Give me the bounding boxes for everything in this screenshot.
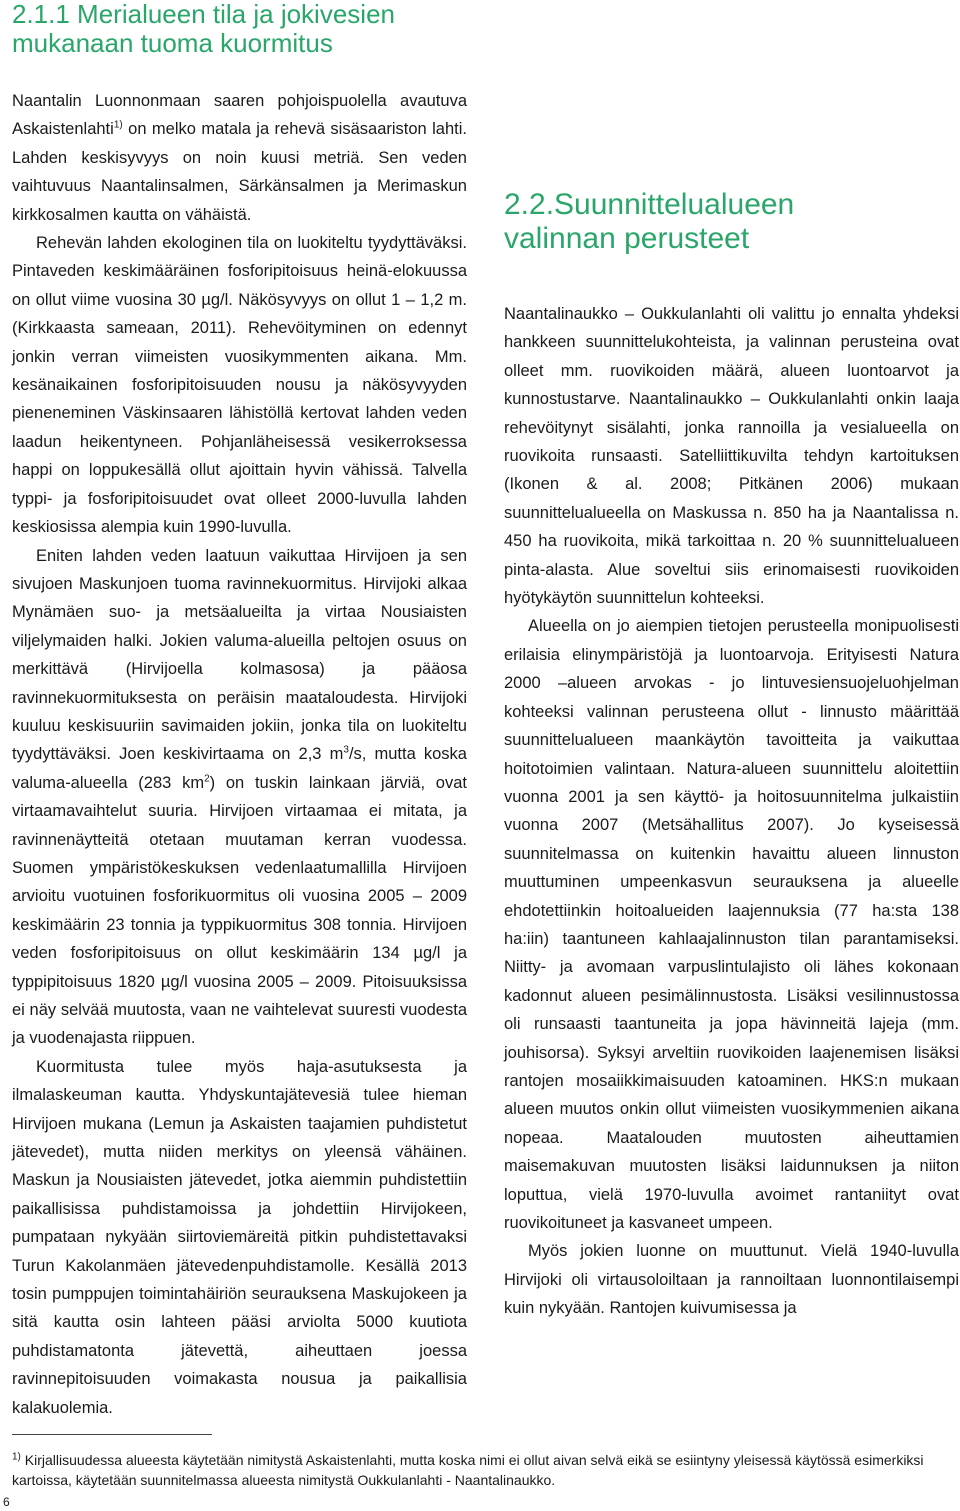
footnote-marker: 1)	[12, 1451, 21, 1463]
paragraph: Myös jokien luonne on muuttunut. Vielä 1940-luvulla Hirvijoki oli virtausoloiltaan ja rannoiltaan luonnontilaisempi kuin nykyään. Rantojen kuivumisessa ja	[504, 1242, 959, 1318]
footnote-ref: 1)	[113, 119, 123, 131]
footnote: $^{1)}$ Kirjallisuudessa alueesta käytetään nimitystä Askaistenlahti, mutta koska nimi ei ollut aivan selvä eikä se esiintyny yleisessä käytössä esimerkiksi kartoissa, käytetään suunnitelmassa alueesta nimitystä Oukkulanlahti - Naantalinaukko.	[12, 1451, 924, 1488]
section-heading-2-1-1: 2.1.1 Merialueen tila ja jokivesien mukanaan tuoma kuormitus	[12, 0, 395, 58]
left-column	[12, 0, 467, 1422]
footnote-divider	[12, 1434, 212, 1435]
paragraph: Eniten lahden veden laatuun vaikuttaa Hirvijoen ja sen sivujoen Maskunjoen tuoma ravinnekuormitus. Hirvijoki alkaa Mynämäen suo- ja metsäalueilta ja virtaa Nousiaisten viljelymaiden halki. Jokien valuma-alueilla peltojen osuus on merkittävä (Hirvijoella kolmasosa) ja pääosa ravinnekuormituksesta on peräisin maataloudesta. Hirvijoki kuuluu keskisuuriin savimaiden jokiin, jonka tila on luokiteltu tyydyttäväksi. Joen keskivirtaama on 2,3 $m^3/s$, mutta koska valuma-alueella (283 $km^2$) on tuskin lainkaan järviä, ovat virtaamavaihtelut suuria. Hirvijoen virtaamaa ei mitata, ja ravinnenäytteitä otetaan muutaman kerran vuodessa. Suomen ympäristökeskuksen vedenlaatumallilla Hirvijoen arvioitu vuotuinen fosforikuormitus oli vuosina 2005 – 2009 keskimäärin 23 tonnia ja typpikuormitus 308 tonnia. Hirvijoen veden fosforipitoisuus on ollut keskimäärin 134 µg/l ja typpipitoisuus 1820 µg/l vuosina 2005 – 2009. Pitoisuuksissa ei näy selvää muutosta, vaan ne vaihtelevat suuresti vuodesta ja vuodenajasta riippuen.	[12, 546, 467, 1048]
section-heading-2-2: 2.2.Suunnittelualueen valinnan perusteet	[504, 188, 795, 255]
paragraph: Naantalinaukko – Oukkulanlahti oli valittu jo ennalta yhdeksi hankkeen suunnittelukohteista, ja valinnan perusteina ovat olleet mm. ruovikoiden määrä, alueen luontoarvot ja kunnostustarve. Naantalinaukko – Oukkulanlahti onkin laaja rehevöitynyt sisälahti, jonka rannoilla ja vesialueella on ruovikoita runsaasti. Satelliittikuvilta tehdyn kartoituksen (Ikonen & al. 2008; Pitkänen 2006) mukaan suunnittelualueella on Maskussa n. 850 ha ja Naantalissa n. 450 ha ruovikoita, mikä tarkoittaa n. 20 % suunnittelualueen pinta-alasta. Alue soveltui siis erinomaisesti ruovikoiden hyötykäytön suunnittelun kohteeksi.	[504, 305, 959, 608]
paragraph: Naantalin Luonnonmaan saaren pohjoispuolella avautuva Askaistenlahti$^{1)}$ on melko matala ja rehevä sisäsaariston lahti. Lahden keskisyvyys on noin kuusi metriä. Sen veden vaihtuvuus Naantalinsalmen, Särkänsalmen ja Merimaskun kirkkosalmen kautta on vähäistä.	[12, 92, 467, 224]
right-column	[504, 130, 959, 1323]
page-number: 6	[3, 1495, 10, 1509]
paragraph: Kuormitusta tulee myös haja-asutuksesta ja ilmalaskeuman kautta. Yhdyskuntajätevesiä tulee hieman Hirvijoen mukana (Lemun ja Askaisten taajamien puhdistetut jätevedet), mutta niiden merkitys on yleensä vähäinen. Maskun ja Nousiaisten jätevedet, jotka aiemmin puhdistettiin paikallisissa puhdistamoissa ja johdettiin Hirvijokeen, pumpataan nykyään siirtoviemäreitä pitkin puhdistettavaksi Turun Kakolanmäen jätevedenpuhdistamolle. Kesällä 2013 tosin pumppujen toimintahäiriön seurauksena Maskujokeen ja sitä kautta osin lahteen pääsi arviolta 5000 kuutiota puhdistamatonta jätevettä, aiheuttaen joessa ravinnepitoisuuden voimakasta nousua ja paikallisia kalakuolemia.	[12, 1057, 467, 1417]
paragraph: Alueella on jo aiempien tietojen perusteella monipuolisesti erilaisia elinympäristöjä ja luontoarvoja. Erityisesti Natura 2000 –alueen arvokas - jo lintuvesiensuojeluohjelman kohteeksi valinnan perusteena ollut - linnusto määrittää suunnittelualueen maankäytön tavoitteita ja vaikuttaa hoitotoimien valintaan. Natura-alueen suunnittelu aloitettiin vuonna 2001 ja sen käyttö- ja hoitosuunnitelma julkaistiin vuonna 2007 (Metsähallitus 2007). Jo kyseisessä suunnitelmassa on kuitenkin havaittu alueen linnuston muuttuminen umpeenkasvun seurauksena ja alueelle ehdotettiinkin hoitoalueiden laajennuksia (77 ha:sta 138 ha:iin) taantuneen kahlaajalinnuston tilan parantamiseksi. Niitty- ja avomaan varpuslintulajisto oli lähes kokonaan kadonnut alueen pesimälinnustosta. Lisäksi vesilinnustossa oli runsaasti taantuneita ja jopa hävinneitä lajeja (mm. jouhisorsa). Syksyi arveltiin ruovikoiden laajenemisen lisäksi rantojen mosaiikkimaisuuden katoaminen. HKS:n mukaan alueen muutos onkin ollut viimeisten vuosikymmenien aikana nopeaa. Maatalouden muutosten aiheuttamien maisemakuvan muutosten lisäksi laidunnuksen ja niiton loputtua, vielä 1970-luvulla avoimet rantaniityt ovat ruovikoituneet ja kasvaneet umpeen.	[504, 617, 959, 1232]
paragraph: Rehevän lahden ekologinen tila on luokiteltu tyydyttäväksi. Pintaveden keskimääräinen fosforipitoisuus heinä-elokuussa on ollut viime vuosina 30 µg/l. Näkösyvyys on ollut 1 – 1,2 m. (Kirkkaasta sameaan, 2011). Rehevöityminen on edennyt jonkin verran viimeisten vuosikymmenten aikana. Mm. kesänaikainen fosforipitoisuuden nousu ja näkösyvyyden pieneneminen Väskinsaaren lähistöllä kertovat lahden veden laadun heikentyneen. Pohjanläheisessä vesikerroksessa happi on loppukesällä ollut ajoittain hyvin vähissä. Talvella typpi- ja fosforipitoisuudet ovat olleet 2000-luvulla lahden keskiosissa alempia kuin 1990-luvulla.	[12, 234, 467, 537]
